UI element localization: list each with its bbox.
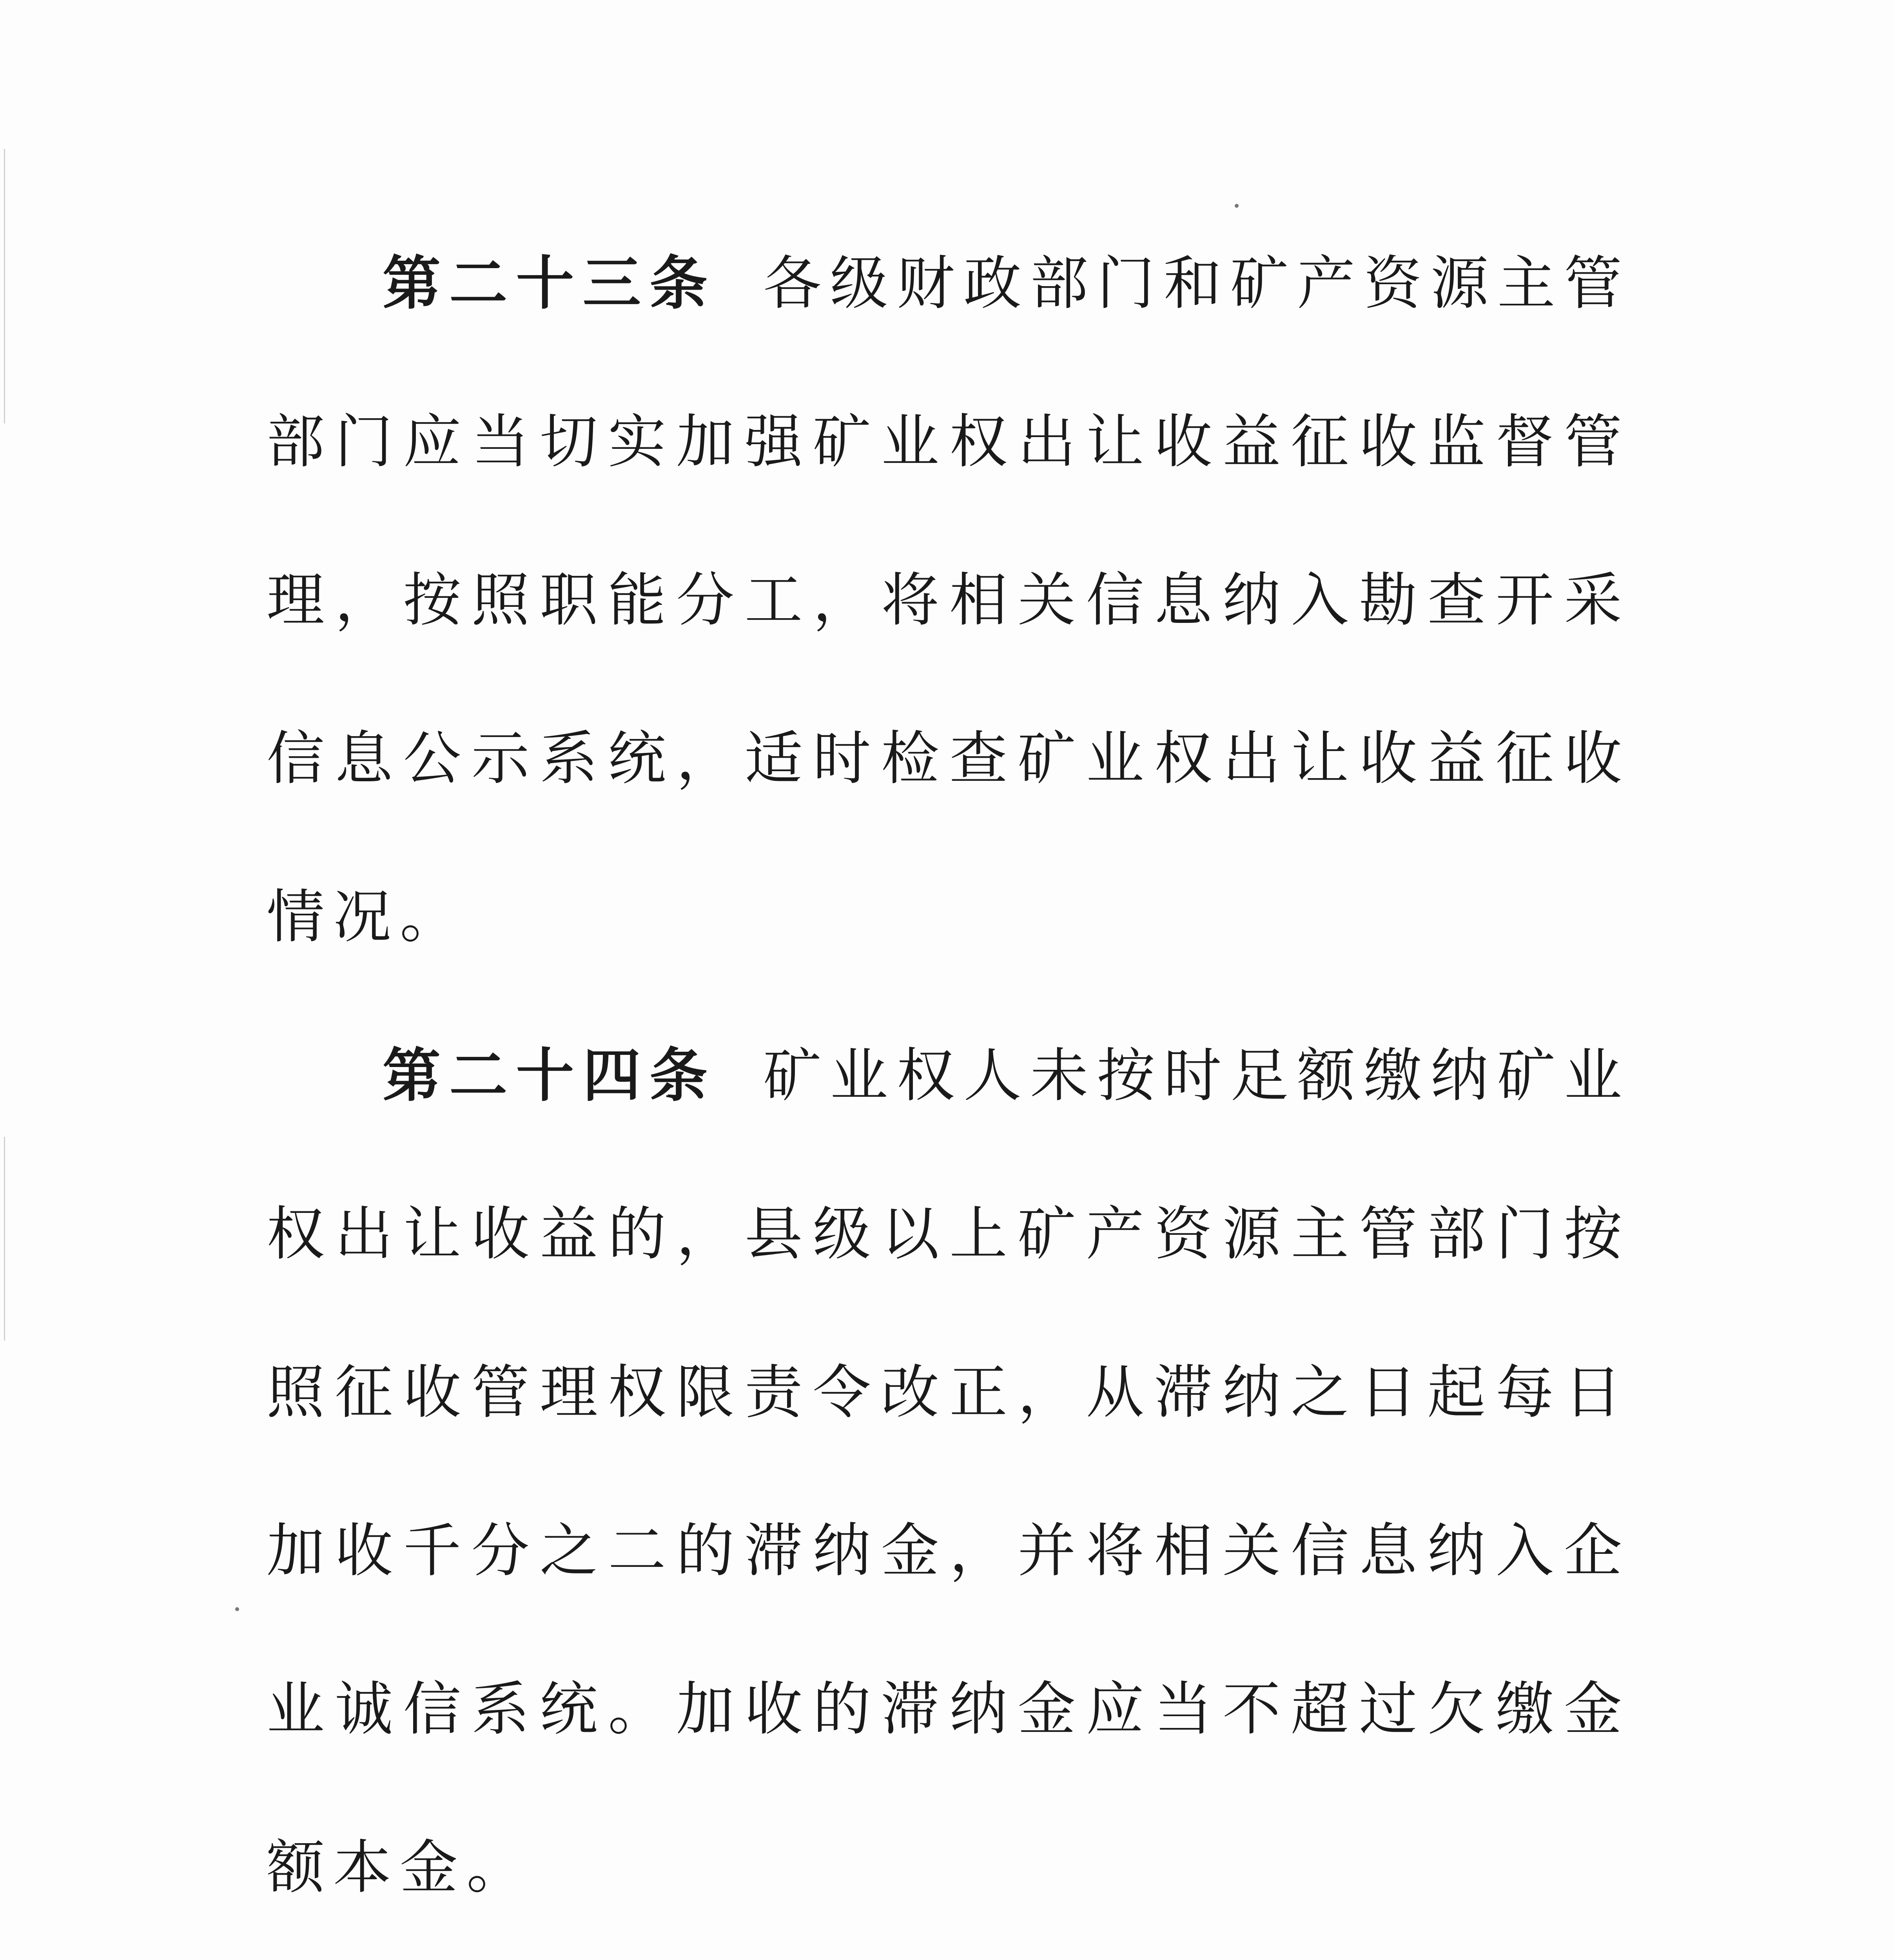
paragraph-article-24-clause-2	[267, 1947, 1631, 1960]
article-heading: 第二十四条	[383, 1041, 717, 1109]
paragraph-text: 矿业权人未按时足额缴纳矿业权出让收益的，县级以上矿产资源主管部门按照征收管理权限责令改正，从滞纳之日起每日加收千分之二的滞纳金，并将相关信息纳入企业诚信系统。加收的滞纳金应当不超过欠缴金额本金。	[267, 1042, 1631, 1901]
paragraph-article-24	[267, 996, 1631, 1947]
document-body	[267, 204, 1631, 1960]
scan-edge-mark	[4, 1137, 5, 1341]
paragraph-text: 各级财政部门和矿产资源主管部门应当切实加强矿业权出让收益征收监督管理，按照职能分工，将相关信息纳入勘查开采信息公示系统，适时检查矿业权出让收益征收情况。	[267, 250, 1631, 951]
scan-speck	[235, 1607, 239, 1611]
scan-edge-mark	[4, 149, 5, 423]
article-heading: 第二十三条	[383, 249, 717, 317]
paragraph-article-23	[267, 204, 1631, 996]
